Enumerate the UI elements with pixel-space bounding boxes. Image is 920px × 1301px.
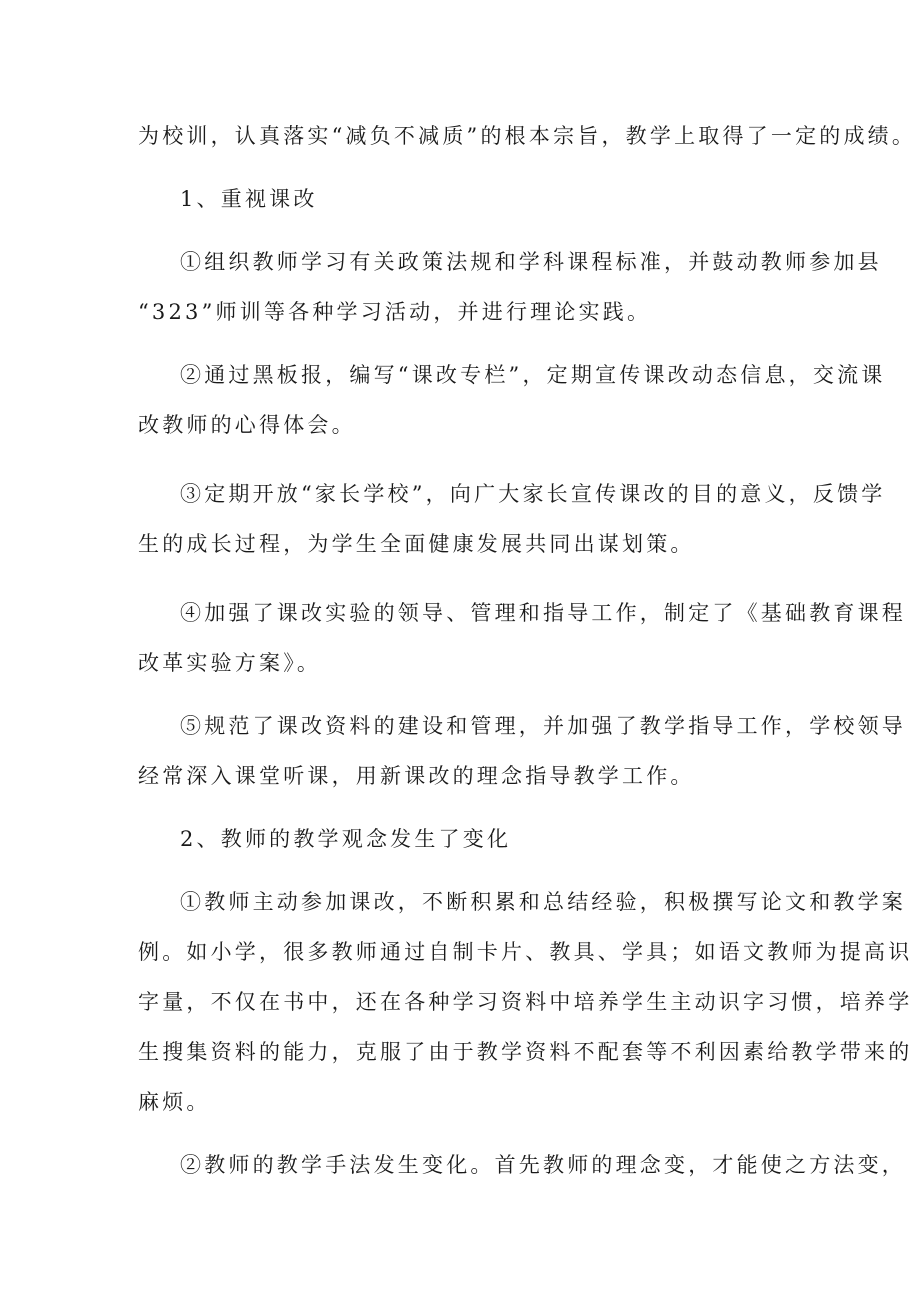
text-line: 例。如小学，很多教师通过自制卡片、教具、学具；如语文教师为提高识 bbox=[138, 940, 913, 964]
text-line: ④加强了课改实验的领导、管理和指导工作，制定了《基础教育课程 bbox=[180, 601, 906, 625]
text-line: 为校训，认真落实“减负不减质”的根本宗旨，教学上取得了一定的成绩。 bbox=[138, 124, 917, 148]
text-line: ①组织教师学习有关政策法规和学科课程标准，并鼓动教师参加县 bbox=[180, 250, 882, 274]
text-line: 改革实验方案》。 bbox=[138, 651, 322, 675]
text-line: 字量，不仅在书中，还在各种学习资料中培养学生主动识字习惯，培养学 bbox=[138, 990, 913, 1014]
text-line: 生搜集资料的能力，克服了由于教学资料不配套等不利因素给教学带来的 bbox=[138, 1040, 913, 1064]
text-line: ①教师主动参加课改，不断积累和总结经验，积极撰写论文和教学案 bbox=[180, 890, 906, 914]
text-line: “323”师训等各种学习活动，并进行理论实践。 bbox=[138, 300, 652, 324]
text-line: 生的成长过程，为学生全面健康发展共同出谋划策。 bbox=[138, 532, 695, 556]
text-line: ②教师的教学手法发生变化。首先教师的理念变，才能使之方法变， bbox=[180, 1153, 906, 1177]
text-line: 麻烦。 bbox=[138, 1090, 211, 1114]
text-line: 经常深入课堂听课，用新课改的理念指导教学工作。 bbox=[138, 764, 695, 788]
section-heading: 1、重视课改 bbox=[180, 187, 318, 211]
section-heading: 2、教师的教学观念发生了变化 bbox=[180, 827, 512, 851]
text-line: 改教师的心得体会。 bbox=[138, 413, 356, 437]
text-line: ⑤规范了课改资料的建设和管理，并加强了教学指导工作，学校领导 bbox=[180, 714, 906, 738]
text-line: ③定期开放“家长学校”，向广大家长宣传课改的目的意义，反馈学 bbox=[180, 482, 886, 506]
text-line: ②通过黑板报，编写“课改专栏”，定期宣传课改动态信息，交流课 bbox=[180, 363, 886, 387]
